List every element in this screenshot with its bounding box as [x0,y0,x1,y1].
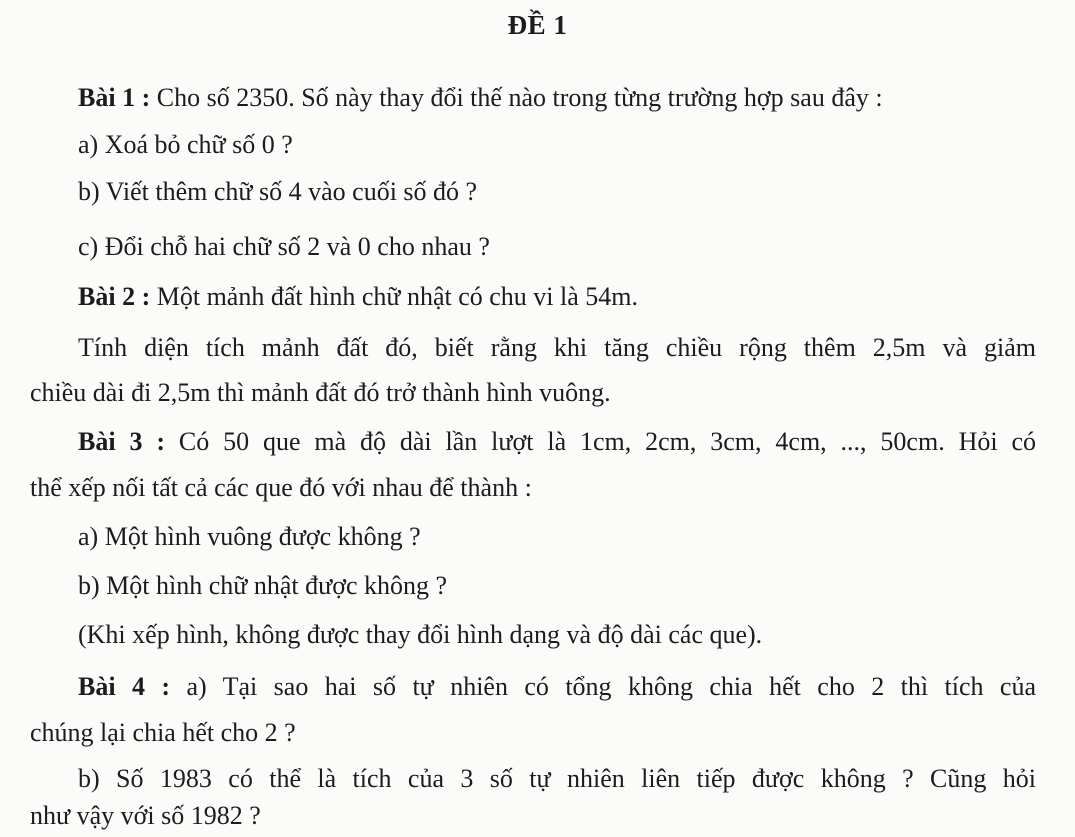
bai4-statement [78,671,1036,703]
bai3-note: (Khi xếp hình, không được thay đổi hình dạng và độ dài các que). [78,620,763,649]
bai4-label: Bài 4 : [78,672,171,701]
bai1-text: Cho số 2350. Số này thay đổi thế nào trong từng trường hợp sau đây : [150,83,883,112]
bai3-line-2: thể xếp nối tất cả các que đó với nhau để thành : [30,473,532,502]
bai3-part-a: a) Một hình vuông được không ? [78,522,421,551]
bai3-part-b: b) Một hình chữ nhật được không ? [78,571,448,600]
bai4-part-b: b) Số 1983 có thể là tích của 3 số tự nhiên liên tiếp được không ? Cũng hỏi [78,764,1036,793]
bai1-statement [78,82,883,114]
bai1-label: Bài 1 : [78,83,151,112]
bai3-statement [78,426,1036,458]
bai2-label: Bài 2 : [78,282,151,311]
bai2-line-3: chiều dài đi 2,5m thì mảnh đất đó trở thành hình vuông. [30,378,611,407]
bai1-part-a: a) Xoá bỏ chữ số 0 ? [78,130,293,159]
bai4-text: a) Tại sao hai số tự nhiên có tổng không chia hết cho 2 thì tích của [170,672,1036,701]
bai3-label: Bài 3 : [78,427,165,456]
bai1-part-b: b) Viết thêm chữ số 4 vào cuối số đó ? [78,177,478,206]
bai4-part-b-line-2: như vậy với số 1982 ? [30,801,261,830]
bai4-line-2: chúng lại chia hết cho 2 ? [30,718,296,747]
bai2-line-2: Tính diện tích mảnh đất đó, biết rằng khi tăng chiều rộng thêm 2,5m và giảm [78,333,1036,362]
bai2-statement [78,281,638,313]
bai3-text: Có 50 que mà độ dài lần lượt là 1cm, 2cm, 3cm, 4cm, ..., 50cm. Hỏi có [164,427,1036,456]
bai2-text: Một mảnh đất hình chữ nhật có chu vi là 54m. [150,282,639,311]
page-title: ĐỀ 1 [507,10,568,40]
bai1-part-c: c) Đổi chỗ hai chữ số 2 và 0 cho nhau ? [78,232,490,261]
